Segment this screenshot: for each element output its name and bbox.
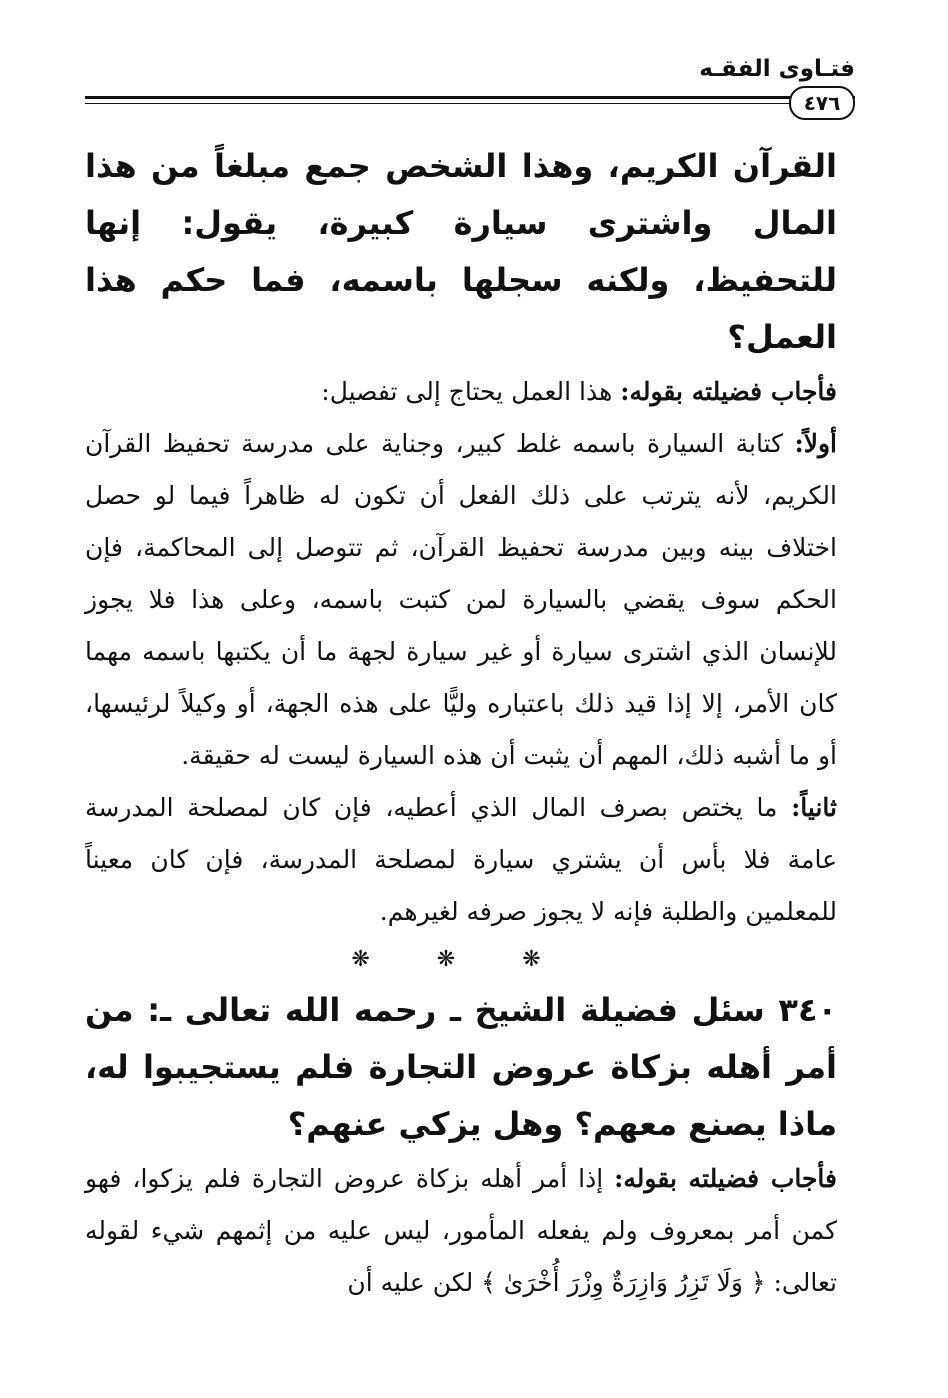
first-point-lead: أولاً: bbox=[794, 429, 837, 458]
running-title: فتـاوى الفقـه bbox=[699, 56, 855, 82]
page-header bbox=[85, 56, 855, 126]
question-340-text: ٣٤٠ سئل فضيلة الشيخ ـ رحمه الله تعالى ـ: من أمر أهله بزكاة عروض التجارة فلم يستجيبوا له، ماذا يصنع معهم؟ وهل يزكي عنهم؟ bbox=[85, 991, 837, 1143]
page-number: ٤٧٦ bbox=[789, 86, 855, 120]
header-rule-thin bbox=[85, 103, 855, 104]
answer-340-paragraph bbox=[85, 1153, 837, 1309]
answer-340-text: إذا أمر أهله بزكاة عروض التجارة فلم يزكوا، فهو كمن أمر بمعروف ولم يفعله المأمور، ليس عليه من إثمهم شيء لقوله تعالى: bbox=[85, 1164, 837, 1297]
second-point-lead: ثانياً: bbox=[791, 793, 837, 822]
section-separator: ❋ ❋ ❋ bbox=[351, 947, 571, 972]
header-rule-thick bbox=[85, 96, 855, 99]
answer-intro-text: هذا العمل يحتاج إلى تفصيل: bbox=[321, 377, 621, 406]
question-text: القرآن الكريم، وهذا الشخص جمع مبلغاً من هذا المال واشترى سيارة كبيرة، يقول: إنها للتحفيظ، ولكنه سجلها باسمه، فما حكم هذا العمل؟ bbox=[85, 147, 837, 356]
second-point-text: ما يختص بصرف المال الذي أعطيه، فإن كان لمصلحة المدرسة عامة فلا بأس أن يشتري سيارة لمصلحة المدرسة، فإن كان معيناً للمعلمين والطلبة فإنه لا يجوز صرفه لغيرهم. bbox=[85, 793, 837, 926]
question-paragraph bbox=[85, 138, 837, 366]
answer-intro-paragraph bbox=[85, 366, 837, 418]
answer-second-point bbox=[85, 782, 837, 938]
answer-340-text-end: لكن عليه أن bbox=[347, 1268, 482, 1297]
first-point-text: كتابة السيارة باسمه غلط كبير، وجناية على مدرسة تحفيظ القرآن الكريم، لأنه يترتب على ذلك الفعل أن تكون له ظاهراً فيما لو حصل اختلاف بينه وبين مدرسة تحفيظ القرآن، ثم تتوصل إلى المحاكمة، فإن الحكم سوف يقضي بالسيارة لمن كتبت باسمه، وعلى هذا فلا يجوز للإنسان الذي اشترى سيارة أو غير سيارة لجهة ما أن يكتبها باسمه مهما كان الأمر، إلا إذا قيد ذلك باعتباره وليًّا على هذه الجهة، أو وكيلاً لرئيسها، أو ما أشبه ذلك، المهم أن يثبت أن هذه السيارة ليست له حقيقة. bbox=[85, 429, 837, 770]
page-content bbox=[85, 138, 837, 1309]
answer-first-point bbox=[85, 418, 837, 782]
quran-verse: ﴿ وَلَا تَزِرُ وَازِرَةٌ وِزْرَ أُخْرَىٰ ﴾ bbox=[481, 1268, 766, 1297]
answer-340-lead: فأجاب فضيلته بقوله: bbox=[614, 1164, 837, 1193]
question-340-paragraph bbox=[85, 982, 837, 1153]
answer-intro-lead: فأجاب فضيلته بقوله: bbox=[620, 377, 837, 406]
